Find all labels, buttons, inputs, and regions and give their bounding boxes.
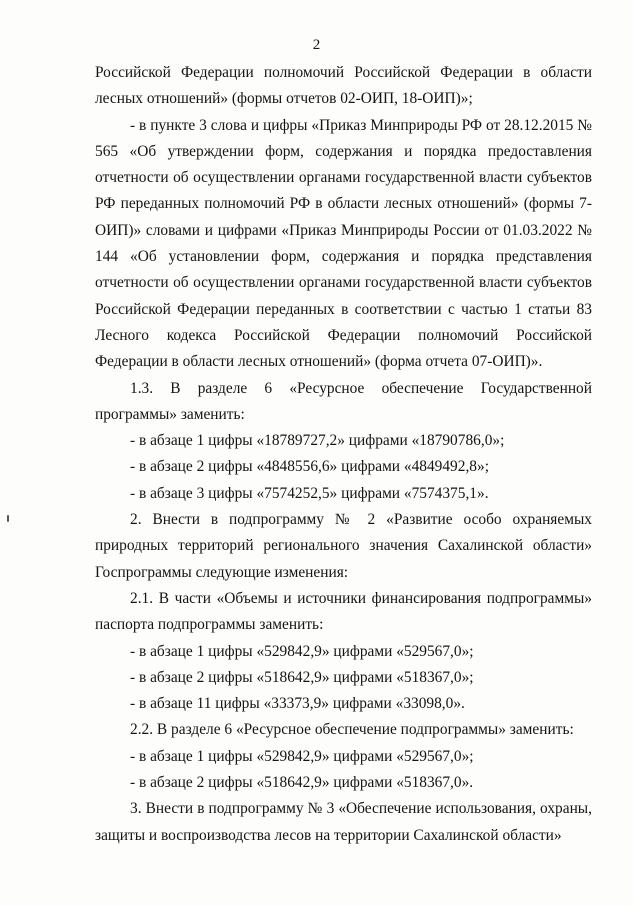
paragraph-section-3: 3. Внести в подпрограмму № 3 «Обеспечение использования, охраны, защиты и воспроизводства лесов на территории Сахалинской области» bbox=[95, 800, 592, 844]
paragraph-section-2-1: 2.1. В части «Объемы и источники финансирования подпрограммы» паспорта подпрограммы заменить: bbox=[95, 589, 592, 634]
document-body bbox=[95, 60, 592, 849]
list-item: - в абзаце 2 цифры «4848556,6» цифрами «4849492,8»; bbox=[130, 458, 489, 476]
list-item: - в абзаце 2 цифры «518642,9» цифрами «518367,0»; bbox=[130, 668, 474, 686]
margin-mark bbox=[7, 515, 9, 522]
paragraph-section-1-3: 1.3. В разделе 6 «Ресурсное обеспечение Государственной программы» заменить: bbox=[95, 379, 592, 423]
paragraph-section-2: 2. Внести в подпрограмму № 2 «Развитие особо охраняемых природных территорий регионального значения Сахалинской области» Госпрограммы следующие изменения: bbox=[95, 511, 592, 581]
list-item: - в абзаце 3 цифры «7574252,5» цифрами «7574375,1». bbox=[130, 484, 489, 502]
list-item: - в абзаце 11 цифры «33373,9» цифрами «33098,0». bbox=[130, 695, 465, 713]
list-item: - в абзаце 2 цифры «518642,9» цифрами «518367,0». bbox=[130, 774, 474, 792]
list-item: - в абзаце 1 цифры «529842,9» цифрами «529567,0»; bbox=[130, 747, 474, 765]
paragraph-item-point-3: - в пункте 3 слова и цифры «Приказ Минприроды РФ от 28.12.2015 № 565 «Об утверждении форм, содержания и порядка предоставления отчетности об осуществлении органами государственной власти субъектов РФ переданных полномочий РФ в области лесных отношений» (формы 7-ОИП)» словами и цифрами «Приказ Минприроды России от 01.03.2022 № 144 «Об установлении форм, содержания и порядка представления отчетности об осуществлении органами государственной власти субъектов Российской Федерации переданных в соответствии с частью 1 статьи 83 Лесного кодекса Российской Федерации полномочий Российской Федерации в области лесных отношений» (форма отчета 07-ОИП)». bbox=[95, 116, 592, 371]
list-item: - в абзаце 1 цифры «529842,9» цифрами «529567,0»; bbox=[130, 642, 474, 660]
paragraph-section-2-2: 2.2. В разделе 6 «Ресурсное обеспечение подпрограммы» заменить: bbox=[130, 721, 574, 739]
page-number: 2 bbox=[312, 37, 321, 53]
list-item: - в абзаце 1 цифры «18789727,2» цифрами «18790786,0»; bbox=[130, 432, 505, 450]
paragraph-continuation: Российской Федерации полномочий Российской Федерации в области лесных отношений» (формы отчетов 02-ОИП, 18-ОИП)»; bbox=[95, 64, 592, 108]
